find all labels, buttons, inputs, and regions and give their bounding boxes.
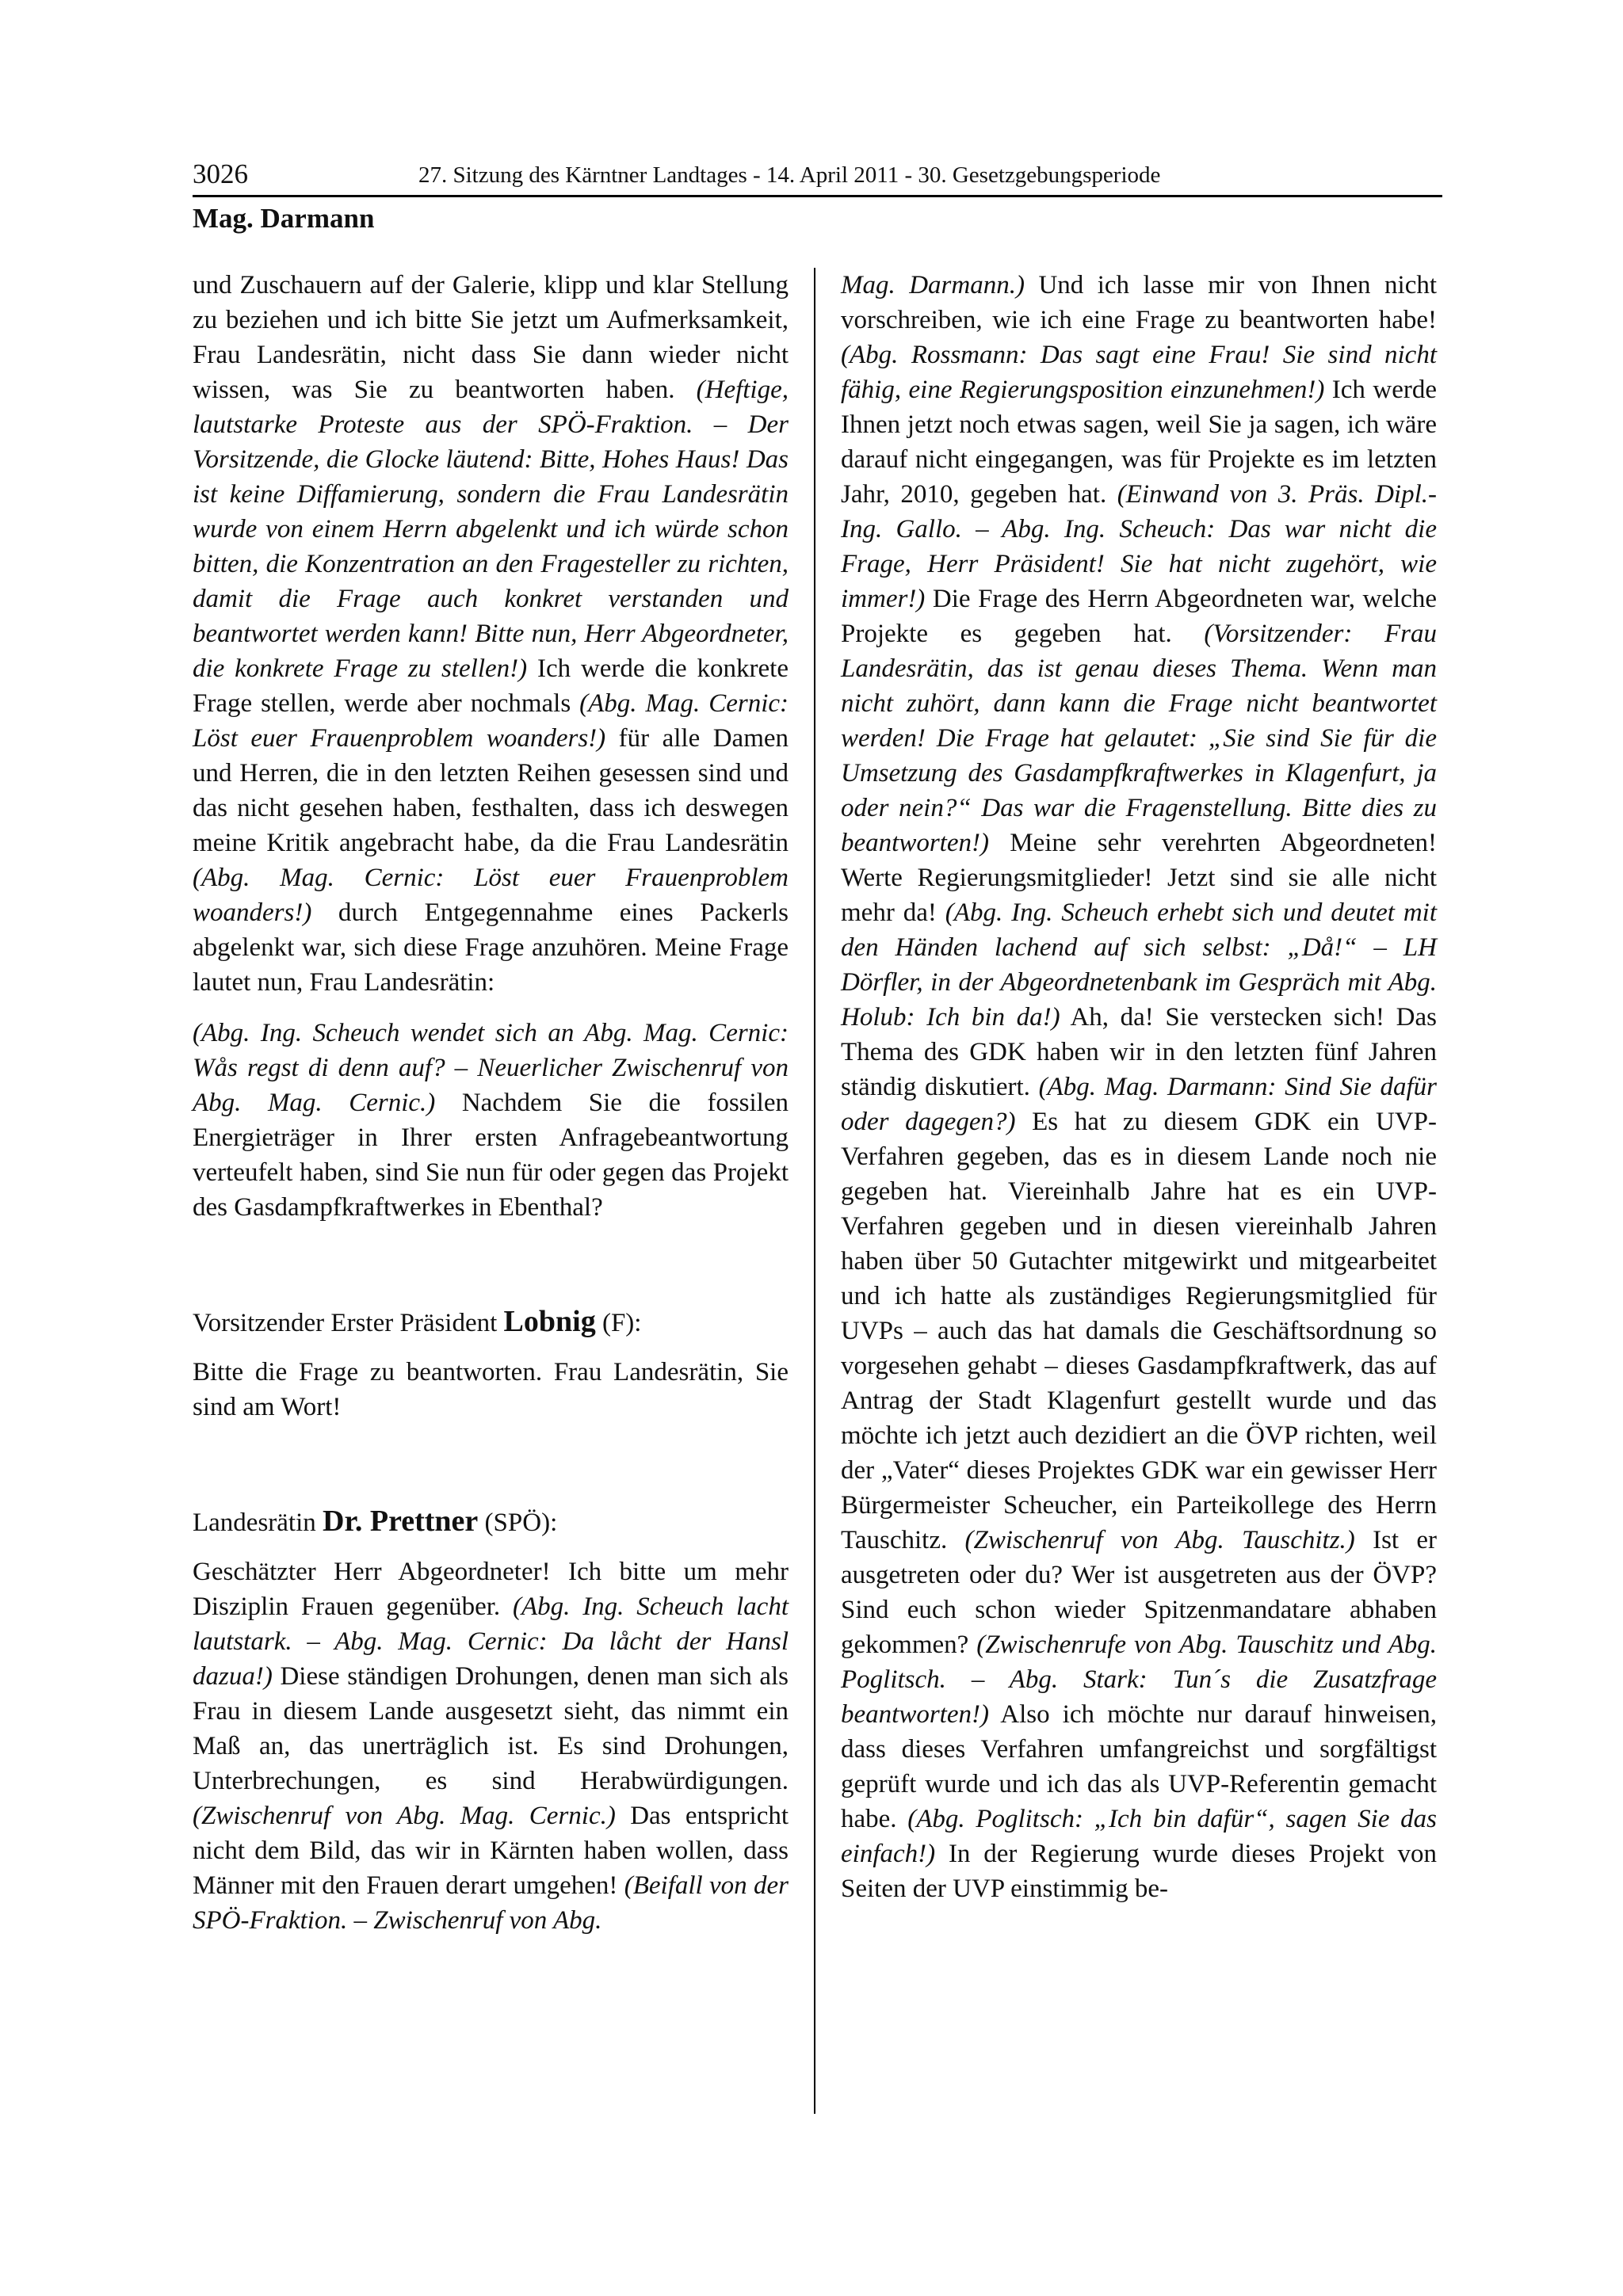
speech-text: In der Regierung wurde dieses Projekt von Seiten der UVP einstimmig be- (841, 1840, 1437, 1903)
speech-text: Ich werde die konkrete Frage stellen, werde aber nochmals (193, 654, 789, 718)
speaker-line (193, 1504, 789, 1540)
speech-text: Und ich lasse mir von Ihnen nicht vorschreiben, wie ich eine Frage zu beantworten habe! (841, 271, 1438, 334)
interjection: (Abg. Ing. Scheuch wendet sich an Abg. Mag. Cernic: Wås regst di denn auf? – Neuerlicher Zwischenruf von Abg. Mag. Cernic.) (193, 1019, 789, 1117)
interjection: (Zwischenrufe von Abg. Tauschitz und Abg. Poglitsch. – Abg. Stark: Tun´s die Zusatzfrage beantworten!) (841, 1630, 1437, 1729)
speaker-name: Dr. Prettner (323, 1505, 479, 1538)
speaker-name: Lobnig (503, 1305, 596, 1338)
speech-text: und Zuschauern auf der Galerie, klipp und klar Stellung zu beziehen und ich bitte Sie jetzt um Aufmerksamkeit, Frau Landesrätin, nicht dass Sie dann wieder nicht wissen, was Sie zu beantworten haben. (193, 271, 789, 404)
interjection: (Abg. Mag. Darmann: Sind Sie dafür oder dagegen?) (841, 1073, 1437, 1136)
interjection: (Abg. Mag. Cernic: Löst euer Frauenproblem woanders!) (193, 689, 789, 753)
speaker-header: Mag. Darmann (193, 203, 375, 234)
speaker-role: Vorsitzender Erster Präsident (193, 1309, 504, 1337)
speech-text: Geschätzter Herr Abgeordneter! Ich bitte um mehr Disziplin Frauen gegenüber. (193, 1558, 789, 1621)
interjection: (Abg. Ing. Scheuch erhebt sich und deutet mit den Händen lachend auf sich selbst: „Då!“ – LH Dörfler, in der Abgeordnetenbank im Gespräch mit Abg. Holub: Ich bin da!) (841, 898, 1437, 1032)
interjection: (Zwischenruf von Abg. Mag. Cernic.) (193, 1802, 616, 1830)
interjection: (Heftige, lautstarke Proteste aus der SPÖ-Fraktion. – Der Vorsitzende, die Glocke läutend: Bitte, Hohes Haus! Das ist keine Diffamierung, sondern die Frau Landesrätin wurde von einem Herrn abgelenkt und ich würde schon bitten, die Konzentration an den Fragesteller zu richten, damit die Frage auch konkret verstanden und beantwortet werden kann! Bitte nun, Herr Abgeordneter, die konkrete Frage zu stellen!) (193, 376, 789, 683)
paragraph: Bitte die Frage zu beantworten. Frau Landesrätin, Sie sind am Wort! (193, 1358, 789, 1421)
interjection: (Abg. Mag. Cernic: Löst euer Frauenproblem woanders!) (193, 864, 789, 927)
interjection: (Abg. Ing. Scheuch lacht lautstark. – Abg. Mag. Cernic: Da låcht der Hansl dazua!) (193, 1592, 789, 1691)
speech-text: Also ich möchte nur darauf hinweisen, dass dieses Verfahren umfangreichst und sorgfältigst geprüft wurde und ich das als UVP-Referentin gemacht habe. (841, 1700, 1437, 1833)
interjection: (Beifall von der SPÖ-Fraktion. – Zwischenruf von Abg. (193, 1871, 789, 1935)
speaker-party: (F): (595, 1309, 642, 1337)
speech-text: Meine sehr verehrten Abgeordneten! Werte Regierungsmitglieder! Jetzt sind sie alle nicht mehr da! (841, 829, 1437, 927)
interjection: (Abg. Poglitsch: „Ich bin dafür“, sagen Sie das einfach!) (841, 1805, 1437, 1868)
paragraph (193, 1554, 789, 1938)
left-column (193, 268, 789, 1938)
speech-text: durch Entgegennahme eines Packerls abgelenkt war, sich diese Frage anzuhören. Meine Frage lautet nun, Frau Landesrätin: (193, 898, 789, 997)
paragraph (193, 268, 789, 1000)
speech-text: Ist er ausgetreten oder du? Wer ist ausgetreten aus der ÖVP? Sind euch schon wieder Spitzenmandatare abhaben gekommen? (841, 1526, 1438, 1659)
speech-text: Ah, da! Sie verstecken sich! Das Thema des GDK haben wir in den letzten fünf Jahren ständig diskutiert. (841, 1003, 1437, 1101)
interjection: (Abg. Rossmann: Das sagt eine Frau! Sie sind nicht fähig, eine Regierungsposition einzunehmen!) (841, 341, 1437, 404)
speech-text: Es hat zu diesem GDK ein UVP-Verfahren gegeben, das es in diesem Lande noch nie gegeben hat. Viereinhalb Jahre hat es ein UVP-Verfahren gegeben und in diesen viereinhalb Jahren haben über 50 Gutachter mitgewirkt und mitgearbeitet und ich hatte als zuständiges Regierungsmitglied für UVPs – auch das hat damals die Geschäftsordnung so vorgesehen gehabt – dieses Gasdampfkraftwerk, das auf Antrag der Stadt Klagenfurt gestellt wurde und das möchte ich jetzt auch dezidiert an die ÖVP richten, weil der „Vater“ dieses Projektes GDK war ein gewisser Herr Bürgermeister Scheucher, ein Parteikollege des Herrn Tauschitz. (841, 1108, 1437, 1554)
speech-text: Das entspricht nicht dem Bild, das wir in Kärnten haben wollen, dass Männer mit den Frauen derart umgehen! (193, 1802, 789, 1900)
header-rule (193, 195, 1442, 197)
speaker-party: (SPÖ): (478, 1508, 558, 1537)
speaker-line (193, 1304, 789, 1341)
interjection: Mag. Darmann.) (841, 271, 1025, 299)
speech-text: für alle Damen und Herren, die in den letzten Reihen gesessen sind und das nicht gesehen haben, festhalten, dass ich deswegen meine Kritik angebracht habe, da die Frau Landesrätin (193, 724, 789, 857)
speech-text: Die Frage des Herrn Abgeordneten war, welche Projekte es gegeben hat. (841, 585, 1437, 648)
interjection: (Einwand von 3. Präs. Dipl.-Ing. Gallo. – Abg. Ing. Scheuch: Das war nicht die Frage, Herr Präsident! Sie hat nicht zugehört, wie immer!) (841, 480, 1437, 613)
speech-text: Nachdem Sie die fossilen Energieträger in Ihrer ersten Anfragebeantwortung verteufelt haben, sind Sie nun für oder gegen das Projekt des Gasdampfkraftwerkes in Ebenthal? (193, 1089, 789, 1222)
interjection: (Vorsitzender: Frau Landesrätin, das ist genau dieses Thema. Wenn man nicht zuhört, dann kann die Frage nicht beantwortet werden! Die Frage hat gelautet: „Sie sind Sie für die Umsetzung des Gasdampfkraftwerkes in Klagenfurt, ja oder nein?“ Das war die Fragenstellung. Bitte dies zu beantworten!) (841, 620, 1437, 857)
paragraph (841, 268, 1437, 1906)
column-divider (814, 268, 815, 2114)
right-column (841, 268, 1437, 1906)
speech-text: Ich werde Ihnen jetzt noch etwas sagen, weil Sie ja sagen, ich wäre darauf nicht eingegangen, was für Projekte es im letzten Jahr, 2010, gegeben hat. (841, 376, 1437, 509)
paragraph (193, 1016, 789, 1225)
interjection: (Zwischenruf von Abg. Tauschitz.) (964, 1526, 1355, 1554)
speaker-role: Landesrätin (193, 1508, 323, 1537)
running-header: 27. Sitzung des Kärntner Landtages - 14. April 2011 - 30. Gesetzgebungsperiode (418, 162, 1161, 188)
page-number: 3026 (193, 158, 248, 189)
speech-text: Diese ständigen Drohungen, denen man sich als Frau in diesem Lande ausgesetzt sieht, das nimmt ein Maß an, das unerträglich ist. Es sind Drohungen, Unterbrechungen, es sind Herabwürdigungen. (193, 1662, 789, 1795)
